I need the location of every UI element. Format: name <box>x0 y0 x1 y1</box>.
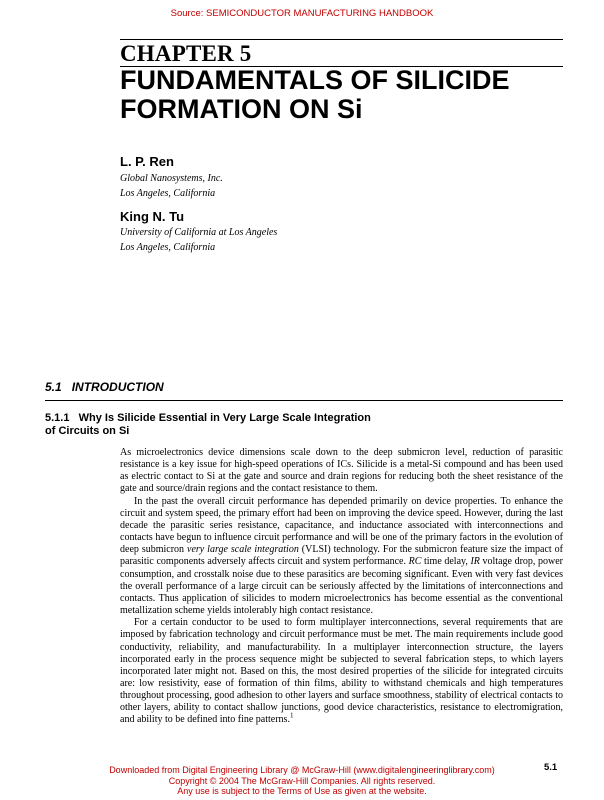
section-heading <box>45 380 164 394</box>
author-affiliation <box>120 225 277 255</box>
affiliation-line: Los Angeles, California <box>120 188 216 199</box>
subsection-heading <box>45 412 405 438</box>
body-text <box>120 447 563 727</box>
footer-terms-link[interactable]: Any use is subject to the Terms of Use as given at the website. <box>177 786 427 796</box>
page-number: 5.1 <box>544 762 558 773</box>
paragraph: In the past the overall circuit performance has depended primarily on device properties. To enhance the circuit and system speed, the primary effort had been on improving the device speed. However, during the last decade the parasitic series resistance, capacitance, and inductance associated with interconnections and contacts have begun to influence circuit performance and will be one of the primary factors in the evolution of deep submicron very large scale integration (VLSI) technology. For the submicron feature size the impact of parasitic components adversely affects circuit and system performance. RC time delay, IR voltage drop, power consumption, and crosstalk noise due to these parasitics are becoming significant. Even with very fast devices the overall performance of a large circuit can be seriously affected by the limitations of interconnections and contacts. Thus application of silicides to modern microelectronics has become essential as the conventional metallization scheme yields intolerably high contact resistance. <box>120 495 563 617</box>
paragraph: As microelectronics device dimensions scale down to the deep submicron level, reduction of parasitic resistance is a key issue for high-speed operations of ICs. Silicide is a metal-Si compound and has been used as electric contact to Si at the gate and source and drain regions for reducing both the sheet resistance of the gate and source/drain regions and the contact resistance to them. <box>120 447 563 495</box>
chapter-title-line2: FORMATION ON Si <box>120 94 363 124</box>
subsection-number: 5.1.1 <box>45 412 70 424</box>
subsection-title-line2: of Circuits on Si <box>45 425 130 437</box>
chapter-title <box>120 66 509 124</box>
subsection-title-line1: Why Is Silicide Essential in Very Large Scale Integration <box>78 412 371 424</box>
author-affiliation <box>120 171 223 201</box>
affiliation-line: University of California at Los Angeles <box>120 227 278 238</box>
source-note[interactable]: Source: SEMICONDUCTOR MANUFACTURING HANDBOOK <box>170 8 434 19</box>
footer <box>0 765 604 797</box>
author-name: L. P. Ren <box>120 154 174 169</box>
chapter-label: CHAPTER 5 <box>120 41 252 66</box>
footer-copyright[interactable]: Copyright © 2004 The McGraw-Hill Companies. All rights reserved. <box>168 775 436 786</box>
footer-download-link[interactable]: Downloaded from Digital Engineering Library @ McGraw-Hill (www.digitalengineeringlibrary.com) <box>109 765 495 775</box>
affiliation-line: Los Angeles, California <box>120 242 216 253</box>
author-name: King N. Tu <box>120 209 185 224</box>
chapter-title-line1: FUNDAMENTALS OF SILICIDE <box>120 65 510 95</box>
paragraph: For a certain conductor to be used to form multiplayer interconnections, several requirements that are imposed by fabrication technology and circuit performance must be met. The main requirements include good conductivity, reliability, and manufacturability. In a multiplayer interconnection structure, the layers incorporated early in the process sequence might be subjected to several fabrication steps, to which layers incorporated later might not. Based on this, the most desired properties of the silicide for integrated circuits are: low resistivity, ease of formation of thin films, ability to withstand chemicals and high temperatures throughout processing, good adhesion to other layers and surface smoothness, stability of electrical contacts to other layers, ability to contact shallow junctions, good device characteristics, resistance to electromigration, and ability to be defined into fine patterns.$^1$ <box>120 617 563 726</box>
section-rule <box>45 400 563 401</box>
footnote-ref[interactable]: 1 <box>289 712 294 721</box>
section-number: 5.1 <box>45 380 62 394</box>
section-title: INTRODUCTION <box>71 380 164 394</box>
affiliation-line: Global Nanosystems, Inc. <box>120 173 223 184</box>
chapter-top-rule <box>120 39 563 40</box>
